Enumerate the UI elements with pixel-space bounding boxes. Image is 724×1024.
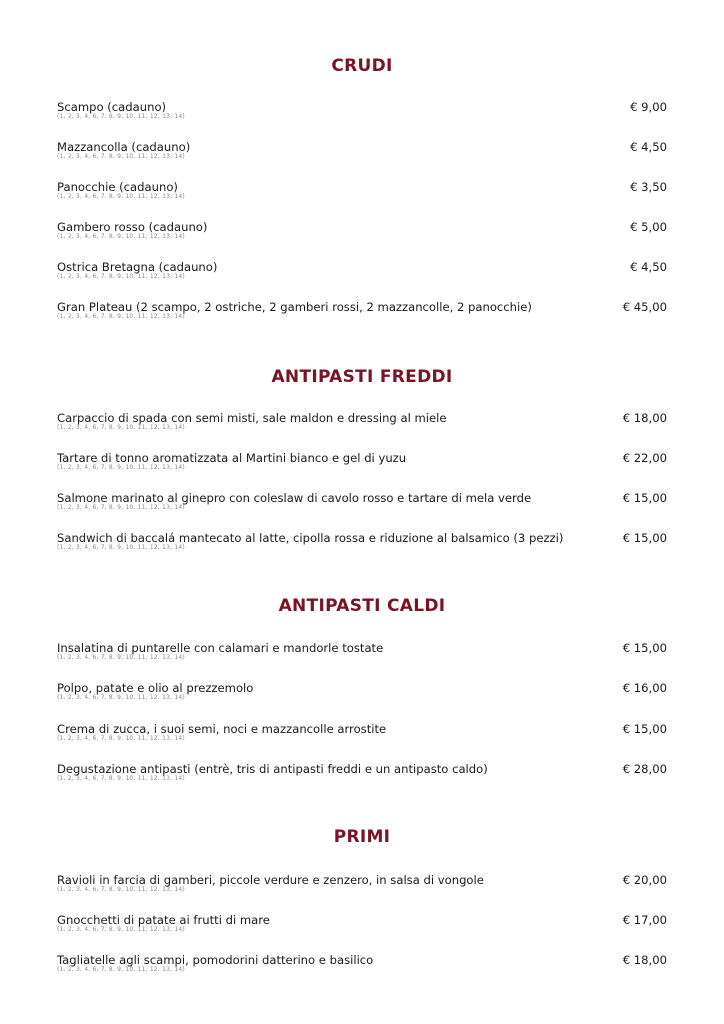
- item-name-line: [57, 762, 488, 776]
- menu-item: [57, 762, 667, 802]
- item-name-line: [57, 641, 383, 655]
- menu-item: [57, 873, 667, 913]
- item-name-line: [57, 100, 166, 114]
- menu-item: [57, 260, 667, 300]
- item-name-line: [57, 260, 217, 274]
- item-list: [0, 873, 724, 993]
- menu-item: [57, 100, 667, 140]
- menu-item: [57, 180, 667, 220]
- section-title: PRIMI: [333, 827, 391, 847]
- item-price: € 15,00: [622, 531, 667, 545]
- item-name: Ostrica Bretagna: [57, 260, 155, 274]
- item-note: (2 scampo, 2 ostriche, 2 gamberi rossi, 2 mazzancolle, 2 panocchie): [132, 300, 532, 314]
- item-name: Salmone marinato al ginepro con coleslaw di cavolo rosso e tartare di mela verde: [57, 491, 532, 505]
- item-note: (cadauno): [154, 260, 218, 274]
- item-allergens: (1, 2, 3, 4, 6, 7, 8, 9, 10, 11, 12, 13, 14): [57, 926, 185, 933]
- item-price: € 4,50: [630, 260, 667, 274]
- item-price: € 15,00: [622, 722, 667, 736]
- item-price: € 4,50: [630, 140, 667, 154]
- item-price: € 9,00: [630, 100, 667, 114]
- item-price: € 18,00: [622, 411, 667, 425]
- menu-item: [57, 913, 667, 953]
- menu-item: [57, 491, 667, 531]
- menu-item: [57, 953, 667, 993]
- menu-item: [57, 300, 667, 340]
- item-price: € 16,00: [622, 681, 667, 695]
- item-name: Degustazione antipasti: [57, 762, 191, 776]
- item-list: [0, 641, 724, 802]
- item-name-line: [57, 722, 386, 736]
- item-name: Ravioli in farcia di gamberi, piccole verdure e zenzero, in salsa di vongole: [57, 873, 484, 887]
- section-title: ANTIPASTI CALDI: [278, 596, 446, 616]
- item-note: (cadauno): [127, 140, 191, 154]
- item-note: (cadauno): [103, 100, 167, 114]
- item-list: [0, 411, 724, 571]
- menu-item: [57, 641, 667, 681]
- item-name: Scampo: [57, 100, 104, 114]
- item-allergens: (1, 2, 3, 4, 6, 7, 8, 9, 10, 11, 12, 13, 14): [57, 313, 185, 320]
- item-name: Tartare di tonno aromatizzata al Martini bianco e gel di yuzu: [57, 451, 407, 465]
- item-allergens: (1, 2, 3, 4, 6, 7, 8, 9, 10, 11, 12, 13, 14): [57, 504, 185, 511]
- item-name-line: [57, 491, 531, 505]
- item-name-line: [57, 451, 406, 465]
- item-name-line: [57, 140, 190, 154]
- item-price: € 17,00: [622, 913, 667, 927]
- item-allergens: (1, 2, 3, 4, 6, 7, 8, 9, 10, 11, 12, 13, 14): [57, 886, 185, 893]
- menu-item: [57, 451, 667, 491]
- section-antipasti-freddi: [0, 366, 724, 571]
- item-name-line: [57, 531, 563, 545]
- item-name: Mazzancolla: [57, 140, 128, 154]
- item-allergens: (1, 2, 3, 4, 6, 7, 8, 9, 10, 11, 12, 13, 14): [57, 464, 185, 471]
- item-allergens: (1, 2, 3, 4, 6, 7, 8, 9, 10, 11, 12, 13, 14): [57, 424, 185, 431]
- item-allergens: (1, 2, 3, 4, 6, 7, 8, 9, 10, 11, 12, 13, 14): [57, 153, 185, 160]
- item-allergens: (1, 2, 3, 4, 6, 7, 8, 9, 10, 11, 12, 13, 14): [57, 544, 185, 551]
- item-price: € 45,00: [622, 300, 667, 314]
- item-list: [0, 100, 724, 340]
- item-allergens: (1, 2, 3, 4, 6, 7, 8, 9, 10, 11, 12, 13, 14): [57, 233, 185, 240]
- item-note: (cadauno): [144, 220, 208, 234]
- section-title: CRUDI: [331, 56, 393, 76]
- menu-item: [57, 220, 667, 260]
- item-name-line: [57, 953, 373, 967]
- item-name: Tagliatelle agli scampi, pomodorini datterino e basilico: [57, 953, 374, 967]
- item-name: Panocchie: [57, 180, 116, 194]
- item-name-line: [57, 873, 484, 887]
- item-name: Polpo, patate e olio al prezzemolo: [57, 681, 254, 695]
- item-allergens: (1, 2, 3, 4, 6, 7, 8, 9, 10, 11, 12, 13, 14): [57, 966, 185, 973]
- section-crudi: [0, 55, 724, 340]
- item-price: € 3,50: [630, 180, 667, 194]
- menu-item: [57, 411, 667, 451]
- menu-item: [57, 722, 667, 762]
- item-allergens: (1, 2, 3, 4, 6, 7, 8, 9, 10, 11, 12, 13, 14): [57, 113, 185, 120]
- item-price: € 28,00: [622, 762, 667, 776]
- item-price: € 5,00: [630, 220, 667, 234]
- item-name-line: [57, 411, 446, 425]
- item-price: € 15,00: [622, 641, 667, 655]
- item-price: € 15,00: [622, 491, 667, 505]
- item-name-line: [57, 913, 270, 927]
- item-note: (cadauno): [115, 180, 178, 194]
- item-note: (entrè, tris di antipasti freddi e un antipasto caldo): [190, 762, 488, 776]
- item-price: € 22,00: [622, 451, 667, 465]
- item-name: Carpaccio di spada con semi misti, sale maldon e dressing al miele: [57, 411, 447, 425]
- item-allergens: (1, 2, 3, 4, 6, 7, 8, 9, 10, 11, 12, 13, 14): [57, 273, 185, 280]
- item-name: Insalatina di puntarelle con calamari e mandorle tostate: [57, 641, 384, 655]
- item-name-line: [57, 180, 178, 194]
- item-price: € 18,00: [622, 953, 667, 967]
- menu-item: [57, 531, 667, 571]
- section-primi: [0, 826, 724, 993]
- section-title: ANTIPASTI FREDDI: [271, 367, 453, 387]
- item-name: Sandwich di baccalá mantecato al latte, cipolla rossa e riduzione al balsamico: [57, 531, 510, 545]
- item-allergens: (1, 2, 3, 4, 6, 7, 8, 9, 10, 11, 12, 13, 14): [57, 654, 185, 661]
- section-antipasti-caldi: [0, 595, 724, 802]
- item-price: € 20,00: [622, 873, 667, 887]
- menu-item: [57, 681, 667, 722]
- item-allergens: (1, 2, 3, 4, 6, 7, 8, 9, 10, 11, 12, 13, 14): [57, 775, 185, 782]
- item-allergens: (1, 2, 3, 4, 6, 7, 8, 9, 10, 11, 12, 13, 14): [57, 193, 185, 200]
- item-note: (3 pezzi): [509, 531, 564, 545]
- item-name: Gnocchetti di patate ai frutti di mare: [57, 913, 270, 927]
- item-name-line: [57, 681, 253, 695]
- item-name: Gran Plateau: [57, 300, 133, 314]
- item-allergens: (1, 2, 3, 4, 6, 7, 8, 9, 10, 11, 12, 13, 14): [57, 735, 185, 742]
- item-name: Crema di zucca, i suoi semi, noci e mazzancolle arrostite: [57, 722, 387, 736]
- menu-item: [57, 140, 667, 180]
- item-allergens: (1, 2, 3, 4, 6, 7, 8, 9, 10, 11, 12, 13, 14): [57, 694, 185, 701]
- item-name-line: [57, 300, 532, 314]
- item-name: Gambero rosso: [57, 220, 145, 234]
- item-name-line: [57, 220, 207, 234]
